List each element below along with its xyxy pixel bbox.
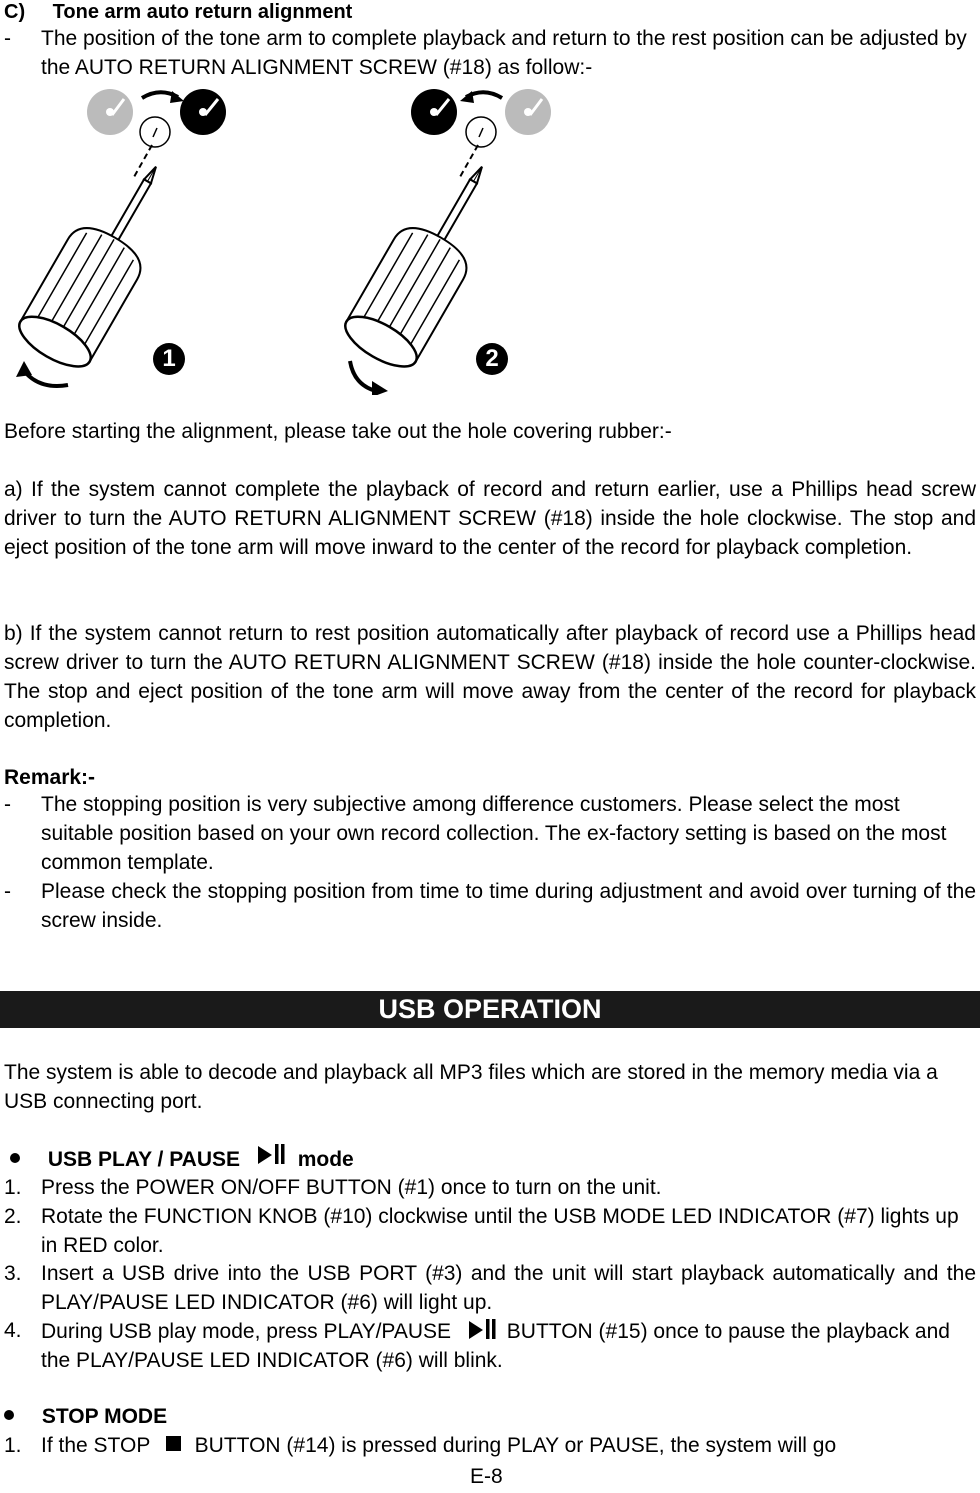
screwdriver-icon	[338, 147, 517, 377]
usb-play-pause-heading-label: USB PLAY / PAUSE	[47, 1148, 241, 1171]
usb-play-pause-heading-mode: mode	[297, 1148, 354, 1171]
remark-heading: Remark:-	[4, 766, 96, 789]
play-pause-icon	[256, 1143, 286, 1165]
dash-marker: -	[4, 793, 11, 816]
figure-1-number-badge: 1	[153, 343, 185, 375]
usb-play-pause-heading	[10, 1144, 354, 1174]
section-c-heading	[4, 0, 352, 27]
remark-item-1-text: The stopping position is very subjective among difference customers. Please select the most suitable position based on your own record collection. The ex-factory setting is based on the most common template.	[41, 793, 947, 874]
paragraph-a: a) If the system cannot complete the playback of record and return earlier, use a Phillips head screw driver to turn the AUTO RETURN ALIGNMENT SCREW (#18) inside the hole clockwise. The stop and eject position of the tone arm will move inward to the center of the record for playback completion.	[4, 478, 976, 559]
bullet-icon	[10, 1153, 20, 1163]
usb-operation-banner: USB OPERATION	[0, 991, 980, 1028]
page-number: E-8	[470, 1465, 503, 1488]
record-grey-icon	[505, 89, 551, 135]
stop-square-icon	[166, 1436, 181, 1451]
screwdriver-icon	[12, 147, 191, 377]
remark-item-2-text: Please check the stopping position from time to time during adjustment and avoid over turning of the screw inside.	[41, 880, 976, 932]
section-c-title: Tone arm auto return alignment	[52, 1, 353, 23]
paragraph-b: b) If the system cannot return to rest position automatically after playback of record use a Phillips head screw driver to turn the AUTO RETURN ALIGNMENT SCREW (#18) inside the hole counter-clockwise. The stop and eject position of the tone arm will move away from the center of the record for playback completion.	[4, 622, 976, 732]
dash-marker: -	[4, 27, 11, 50]
record-black-icon	[411, 89, 457, 135]
section-c-letter: C)	[4, 1, 26, 23]
stop-mode-heading: STOP MODE	[4, 1402, 167, 1431]
dash-marker: -	[4, 880, 11, 903]
play-pause-icon	[467, 1318, 497, 1340]
bullet-icon	[4, 1410, 14, 1420]
usb-intro-text: The system is able to decode and playback all MP3 files which are stored in the memory media via a USB connecting port.	[4, 1061, 938, 1113]
record-black-icon	[180, 89, 226, 135]
section-c-intro-text: The position of the tone arm to complete playback and return to the rest position can be adjusted by the AUTO RETURN ALIGNMENT SCREW (#18) as follow:-	[41, 27, 967, 79]
before-alignment-text: Before starting the alignment, please take out the hole covering rubber:-	[4, 420, 672, 443]
record-grey-icon	[87, 89, 133, 135]
figure-2-number-badge: 2	[476, 343, 508, 375]
